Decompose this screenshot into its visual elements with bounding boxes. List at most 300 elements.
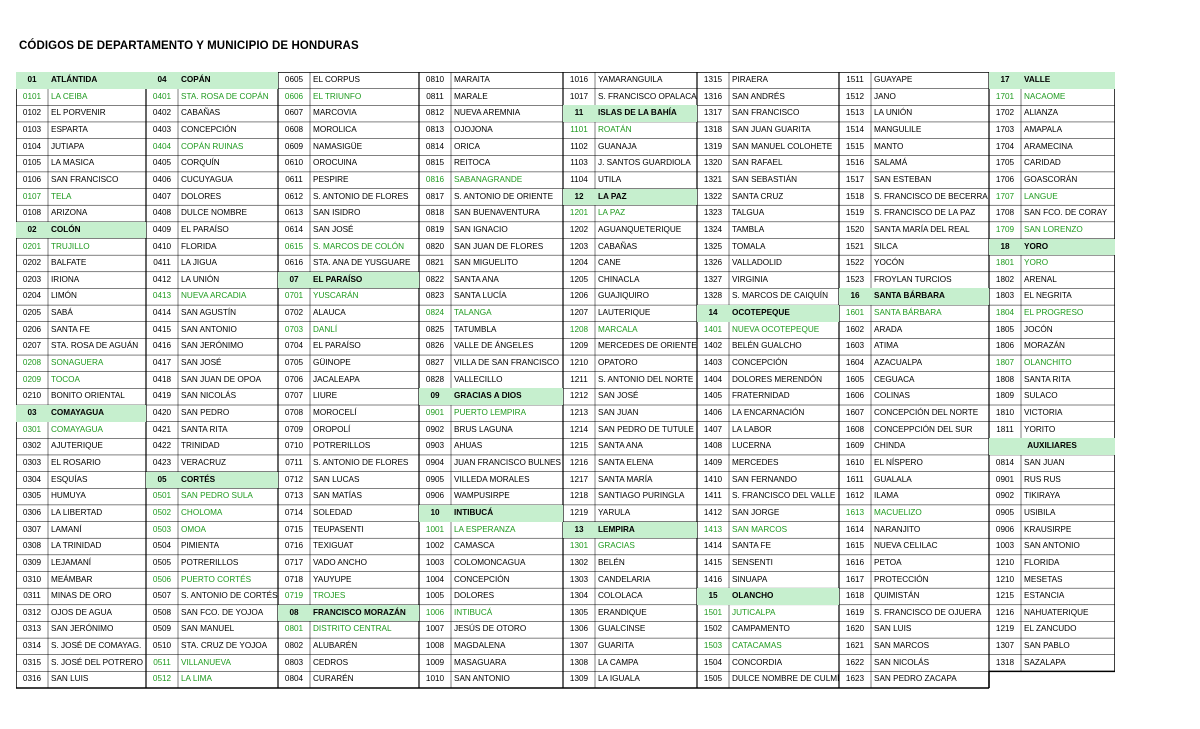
municipality-code: 0315 xyxy=(22,657,42,667)
municipality-code: 1520 xyxy=(845,224,865,234)
municipality-name: SABÁ xyxy=(51,308,73,318)
municipality-name: ALAUCA xyxy=(313,308,346,318)
municipality-code: 0301 xyxy=(22,424,42,434)
municipality-code: 1210 xyxy=(995,557,1015,567)
municipality-code: 0713 xyxy=(284,491,304,501)
municipality-code: 0503 xyxy=(152,524,172,534)
municipality-name: CORQUÍN xyxy=(181,158,220,168)
municipality-name: VILLANUEVA xyxy=(181,657,231,667)
municipality-code: 0610 xyxy=(284,158,304,168)
municipality-code: 1513 xyxy=(845,108,865,118)
municipality-name: NUEVA CELILAC xyxy=(874,541,938,551)
municipality-code: 0819 xyxy=(425,224,445,234)
municipality-code: 0405 xyxy=(152,158,172,168)
municipality-name: LA LIMA xyxy=(181,674,212,684)
municipality-name: PROTECCIÓN xyxy=(874,574,929,584)
municipality-name: EL PARAÍSO xyxy=(313,341,361,351)
municipality-name: SANTA MARÍA DEL REAL xyxy=(874,224,970,234)
municipality-code: 0107 xyxy=(22,191,42,201)
municipality-code-table xyxy=(16,72,1115,690)
municipality-code: 0414 xyxy=(152,308,172,318)
department-code: 13 xyxy=(563,522,595,539)
department-code: 17 xyxy=(989,72,1021,89)
section-header-auxiliares: AUXILIARES xyxy=(989,438,1115,455)
municipality-code: 0821 xyxy=(425,258,445,268)
municipality-code: 1316 xyxy=(703,91,723,101)
municipality-name: PETOA xyxy=(874,557,902,567)
department-code: 04 xyxy=(146,72,178,89)
municipality-name: LA UNIÓN xyxy=(181,274,220,284)
municipality-name: SAN JUAN GUARITA xyxy=(732,124,811,134)
municipality-code: 0407 xyxy=(152,191,172,201)
municipality-name: VADO ANCHO xyxy=(313,557,367,567)
municipality-code: 0901 xyxy=(425,408,445,417)
municipality-code: 1219 xyxy=(995,624,1015,634)
municipality-code: 1206 xyxy=(569,291,589,301)
municipality-name: COPÁN RUINAS xyxy=(181,141,244,151)
municipality-code: 1207 xyxy=(569,308,589,318)
municipality-code: 0108 xyxy=(22,208,42,218)
municipality-code: 0817 xyxy=(425,191,445,201)
municipality-name: TELA xyxy=(51,191,72,201)
municipality-name: ESTANCIA xyxy=(1024,591,1065,601)
department-code: 10 xyxy=(419,505,451,522)
municipality-code: 1521 xyxy=(845,241,865,251)
municipality-code: 0201 xyxy=(22,241,42,251)
municipality-code: 0801 xyxy=(284,624,304,634)
municipality-code: 0304 xyxy=(22,474,42,484)
municipality-code: 1617 xyxy=(845,574,865,584)
municipality-code: 0616 xyxy=(284,258,304,268)
municipality-code: 1003 xyxy=(995,541,1015,551)
department-code: 01 xyxy=(16,72,48,89)
municipality-name: LA PAZ xyxy=(598,208,626,218)
municipality-code: 0303 xyxy=(22,457,42,467)
municipality-code: 1519 xyxy=(845,208,865,218)
municipality-name: PIRAERA xyxy=(732,75,768,84)
municipality-code: 0822 xyxy=(425,274,445,284)
municipality-code: 1801 xyxy=(995,258,1015,268)
municipality-name: SILCA xyxy=(874,241,898,251)
municipality-name: ARIZONA xyxy=(51,208,88,218)
municipality-name: MARCOVIA xyxy=(313,108,357,118)
municipality-code: 1523 xyxy=(845,274,865,284)
municipality-name: SANTA ELENA xyxy=(598,457,654,467)
municipality-code: 0903 xyxy=(425,441,445,451)
municipality-name: COLOMONCAGUA xyxy=(454,557,526,567)
municipality-name: TRUJILLO xyxy=(51,241,90,251)
municipality-name: YORITO xyxy=(1024,424,1056,434)
municipality-name: USIBILA xyxy=(1024,507,1056,517)
municipality-name: AMAPALA xyxy=(1024,124,1063,134)
municipality-name: ORICA xyxy=(454,141,480,151)
municipality-name: MINAS DE ORO xyxy=(51,591,112,601)
municipality-code: 0906 xyxy=(425,491,445,501)
municipality-code: 1614 xyxy=(845,524,865,534)
municipality-name: VICTORIA xyxy=(1024,408,1063,417)
municipality-name: GUANAJA xyxy=(598,141,637,151)
municipality-code: 1707 xyxy=(995,191,1015,201)
municipality-name: SAN JUAN DE OPOA xyxy=(181,374,262,384)
municipality-name: S. ANTONIO DE FLORES xyxy=(313,191,409,201)
municipality-code: 1608 xyxy=(845,424,865,434)
municipality-code: 1008 xyxy=(425,641,445,651)
municipality-name: BALFATE xyxy=(51,258,87,268)
municipality-name: LA LIBERTAD xyxy=(51,507,103,517)
municipality-code: 1622 xyxy=(845,657,865,667)
municipality-name: SENSENTI xyxy=(732,557,773,567)
municipality-code: 0709 xyxy=(284,424,304,434)
municipality-code: 1504 xyxy=(703,657,723,667)
municipality-name: SAN IGNACIO xyxy=(454,224,508,234)
municipality-name: CONCEPCIÓN xyxy=(732,358,788,368)
municipality-name: SANTA RITA xyxy=(181,424,228,434)
municipality-name: CONCEPPCIÓN DEL SUR xyxy=(874,424,973,434)
municipality-code: 0702 xyxy=(284,308,304,318)
municipality-name: PESPIRE xyxy=(313,174,349,184)
municipality-name: DISTRITO CENTRAL xyxy=(313,624,392,634)
municipality-name: VALLECILLO xyxy=(454,374,503,384)
municipality-name: ESPARTA xyxy=(51,124,88,134)
municipality-code: 1303 xyxy=(569,574,589,584)
municipality-name: NACAOME xyxy=(1024,91,1066,101)
municipality-name: SOLEDAD xyxy=(313,507,353,517)
municipality-name: SAN FRANCISCO xyxy=(732,108,800,118)
municipality-name: CABAÑAS xyxy=(181,108,221,118)
municipality-name: CUCUYAGUA xyxy=(181,174,233,184)
municipality-name: TEXIGUAT xyxy=(313,541,354,551)
municipality-name: VALLADOLID xyxy=(732,258,782,268)
municipality-name: MERCEDES xyxy=(732,457,779,467)
department-name: FRANCISCO MORAZÁN xyxy=(310,605,419,622)
municipality-name: ALIANZA xyxy=(1024,108,1059,118)
municipality-code: 1308 xyxy=(569,657,589,667)
municipality-name: SAN FRANCISCO xyxy=(51,174,119,184)
municipality-code: 0804 xyxy=(284,674,304,684)
municipality-name: S. FRANCISCO DE OJUERA xyxy=(874,607,982,617)
municipality-name: FROYLAN TURCIOS xyxy=(874,274,952,284)
municipality-code: 1328 xyxy=(703,291,723,301)
municipality-name: WAMPUSIRPE xyxy=(454,491,510,501)
municipality-code: 0609 xyxy=(284,141,304,151)
municipality-code: 1321 xyxy=(703,174,723,184)
department-name: VALLE xyxy=(1021,72,1115,89)
municipality-name: SAN FCO. DE CORAY xyxy=(1024,208,1108,218)
municipality-code: 1406 xyxy=(703,408,723,417)
municipality-code: 1103 xyxy=(570,158,588,168)
municipality-name: TROJES xyxy=(313,591,346,601)
department-name: ISLAS DE LA BAHÍA xyxy=(595,105,697,122)
municipality-name: CAMPAMENTO xyxy=(732,624,790,634)
municipality-code: 0701 xyxy=(284,291,304,301)
municipality-name: ARAMECINA xyxy=(1024,141,1073,151)
municipality-code: 1322 xyxy=(703,191,723,201)
municipality-code: 0816 xyxy=(425,174,445,184)
municipality-code: 1806 xyxy=(995,341,1015,351)
municipality-code: 0510 xyxy=(152,641,172,651)
municipality-name: AJUTERIQUE xyxy=(51,441,103,451)
municipality-code: 0403 xyxy=(152,124,172,134)
municipality-code: 0307 xyxy=(22,524,42,534)
municipality-code: 1804 xyxy=(995,308,1015,318)
municipality-name: YORO xyxy=(1024,258,1049,268)
municipality-code: 0906 xyxy=(995,524,1015,534)
municipality-code: 0710 xyxy=(284,441,304,451)
municipality-code: 0708 xyxy=(284,408,304,417)
municipality-name: MEÁMBAR xyxy=(51,574,93,584)
municipality-name: OJOS DE AGUA xyxy=(51,607,112,617)
municipality-name: STA. CRUZ DE YOJOA xyxy=(181,641,268,651)
municipality-code: 1325 xyxy=(703,241,723,251)
municipality-name: EL PARAÍSO xyxy=(181,224,229,234)
department-name: CORTÉS xyxy=(178,472,278,489)
municipality-name: REITOCA xyxy=(454,158,491,168)
municipality-name: DOLORES xyxy=(181,191,222,201)
municipality-code: 1802 xyxy=(995,274,1015,284)
municipality-name: LUCERNA xyxy=(732,441,772,451)
municipality-name: OPATORO xyxy=(598,358,638,368)
municipality-code: 1309 xyxy=(569,674,589,684)
department-name: SANTA BÁRBARA xyxy=(871,288,989,305)
municipality-code: 1326 xyxy=(703,258,723,268)
municipality-code: 0102 xyxy=(22,108,42,118)
municipality-name: CHINACLA xyxy=(598,274,640,284)
department-name: LA PAZ xyxy=(595,189,697,206)
municipality-code: 0905 xyxy=(995,507,1015,517)
municipality-name: SAN PABLO xyxy=(1024,641,1070,651)
municipality-name: SALAMÁ xyxy=(874,158,908,168)
municipality-code: 1621 xyxy=(845,641,865,651)
municipality-name: NUEVA AREMNIA xyxy=(454,108,521,118)
municipality-name: TEUPASENTI xyxy=(313,524,364,534)
municipality-code: 0818 xyxy=(425,208,445,218)
municipality-code: 0711 xyxy=(285,457,303,467)
municipality-code: 0415 xyxy=(152,324,172,334)
municipality-code: 1601 xyxy=(845,308,865,318)
municipality-code: 0105 xyxy=(22,158,42,168)
municipality-name: ERANDIQUE xyxy=(598,607,647,617)
municipality-code: 0614 xyxy=(284,224,304,234)
municipality-name: SAN JERÓNIMO xyxy=(51,624,114,634)
municipality-name: JANO xyxy=(874,91,896,101)
municipality-name: LANGUE xyxy=(1024,191,1058,201)
municipality-code: 1613 xyxy=(845,507,865,517)
municipality-code: 1515 xyxy=(845,141,865,151)
municipality-code: 1502 xyxy=(703,624,723,634)
municipality-name: SAN MARCOS xyxy=(874,641,930,651)
municipality-code: 0608 xyxy=(284,124,304,134)
municipality-name: YAMARANGUILA xyxy=(598,75,663,84)
municipality-name: SAN JORGE xyxy=(732,507,780,517)
municipality-name: VILLEDA MORALES xyxy=(454,474,530,484)
municipality-code: 1511 xyxy=(846,75,864,84)
municipality-code: 0705 xyxy=(284,358,304,368)
municipality-name: SAN MANUEL COLOHETE xyxy=(732,141,833,151)
municipality-code: 0422 xyxy=(152,441,172,451)
municipality-name: SANTA LUCÍA xyxy=(454,291,507,301)
municipality-name: BONITO ORIENTAL xyxy=(51,391,125,401)
municipality-code: 1323 xyxy=(703,208,723,218)
municipality-code: 1304 xyxy=(569,591,589,601)
municipality-name: MASAGUARA xyxy=(454,657,507,667)
municipality-name: TALANGA xyxy=(454,308,492,318)
municipality-name: S. FRANCISCO OPALACA xyxy=(598,91,697,101)
municipality-code: 0902 xyxy=(425,424,445,434)
municipality-name: SAN JUAN xyxy=(598,408,639,417)
municipality-name: TOCOA xyxy=(51,374,80,384)
municipality-code: 1709 xyxy=(995,224,1015,234)
municipality-name: EL ZANCUDO xyxy=(1024,624,1077,634)
municipality-name: AZACUALPA xyxy=(874,358,923,368)
municipality-name: CONCEPCIÓN xyxy=(454,574,510,584)
municipality-code: 1810 xyxy=(995,408,1015,417)
municipality-code: 1607 xyxy=(845,408,865,417)
municipality-name: STA. ROSA DE AGUÁN xyxy=(51,341,139,351)
municipality-name: LIURE xyxy=(313,391,338,401)
municipality-code: 0508 xyxy=(152,607,172,617)
municipality-name: S. MARCOS DE CAIQUÍN xyxy=(732,291,828,301)
municipality-name: DOLORES xyxy=(454,591,495,601)
municipality-code: 1606 xyxy=(845,391,865,401)
municipality-name: SAN JUAN DE FLORES xyxy=(454,241,544,251)
municipality-name: MANTO xyxy=(874,141,904,151)
department-name: GRACIAS A DIOS xyxy=(451,388,563,405)
municipality-code: 1007 xyxy=(425,624,445,634)
municipality-name: EL PROGRESO xyxy=(1024,308,1084,318)
municipality-code: 1706 xyxy=(995,174,1015,184)
municipality-name: STA. ANA DE YUSGUARE xyxy=(313,258,411,268)
municipality-name: SAN ANTONIO xyxy=(181,324,237,334)
municipality-code: 0814 xyxy=(995,457,1015,467)
municipality-name: YUSCARÁN xyxy=(313,291,359,301)
municipality-name: SAN ANTONIO xyxy=(454,674,510,684)
municipality-name: SAN MANUEL xyxy=(181,624,235,634)
municipality-code: 0302 xyxy=(22,441,42,451)
municipality-name: EL ROSARIO xyxy=(51,457,101,467)
municipality-name: JUAN FRANCISCO BULNES xyxy=(454,457,561,467)
municipality-code: 1616 xyxy=(845,557,865,567)
municipality-name: LIMÓN xyxy=(51,291,77,301)
municipality-name: DULCE NOMBRE xyxy=(181,208,247,218)
municipality-code: 0421 xyxy=(152,424,172,434)
municipality-name: CONCORDIA xyxy=(732,657,783,667)
municipality-name: FLORIDA xyxy=(181,241,217,251)
municipality-name: SAN AGUSTÍN xyxy=(181,308,237,318)
municipality-code: 1208 xyxy=(569,324,589,334)
department-code: 05 xyxy=(146,472,178,489)
municipality-code: 0401 xyxy=(152,91,172,101)
municipality-code: 0406 xyxy=(152,174,172,184)
municipality-code: 1315 xyxy=(703,75,723,84)
municipality-name: SANTA ANA xyxy=(598,441,643,451)
municipality-code: 0417 xyxy=(152,358,172,368)
municipality-name: YOCÓN xyxy=(874,258,905,268)
municipality-name: AHUAS xyxy=(454,441,483,451)
municipality-name: LA MASICA xyxy=(51,158,95,168)
municipality-code: 0103 xyxy=(22,124,42,134)
municipality-name: TRINIDAD xyxy=(181,441,220,451)
municipality-code: 1307 xyxy=(569,641,589,651)
department-code: 11 xyxy=(563,105,595,122)
municipality-name: CANE xyxy=(598,258,621,268)
municipality-name: JUTIAPA xyxy=(51,141,85,151)
municipality-name: EL TRIUNFO xyxy=(313,91,362,101)
municipality-name: SAN NICOLÁS xyxy=(874,657,930,667)
municipality-name: UTILA xyxy=(598,174,622,184)
municipality-code: 0823 xyxy=(425,291,445,301)
municipality-code: 1516 xyxy=(845,158,865,168)
municipality-name: LA UNIÓN xyxy=(874,108,913,118)
municipality-code: 0410 xyxy=(152,241,172,251)
municipality-name: SAN LUIS xyxy=(51,674,89,684)
municipality-code: 0420 xyxy=(152,408,172,417)
municipality-name: TATUMBLA xyxy=(454,324,497,334)
municipality-code: 1317 xyxy=(703,108,723,118)
municipality-code: 0306 xyxy=(22,507,42,517)
municipality-name: LA CAMPA xyxy=(598,657,639,667)
municipality-code: 0505 xyxy=(152,557,172,567)
municipality-code: 0718 xyxy=(284,574,304,584)
municipality-name: SAN PEDRO DE TUTULE xyxy=(598,424,694,434)
municipality-name: ALUBARÉN xyxy=(313,641,358,651)
municipality-code: 1306 xyxy=(569,624,589,634)
municipality-code: 1413 xyxy=(703,524,723,534)
municipality-code: 0902 xyxy=(995,491,1015,501)
department-code: 16 xyxy=(839,288,871,305)
municipality-name: MORAZÁN xyxy=(1024,341,1065,351)
municipality-name: MANGULILE xyxy=(874,124,922,134)
page-title: CÓDIGOS DE DEPARTAMENTO Y MUNICIPIO DE HONDURAS xyxy=(19,40,359,52)
municipality-code: 0512 xyxy=(152,674,172,684)
municipality-code: 1811 xyxy=(996,424,1014,434)
municipality-name: CARIDAD xyxy=(1024,158,1061,168)
municipality-name: EL NEGRITA xyxy=(1024,291,1072,301)
municipality-code: 1708 xyxy=(995,208,1015,218)
municipality-name: DOLORES MERENDÓN xyxy=(732,374,823,384)
municipality-code: 1703 xyxy=(995,124,1015,134)
municipality-code: 0509 xyxy=(152,624,172,634)
municipality-name: TIKIRAYA xyxy=(1024,491,1061,501)
municipality-name: SAN RAFAEL xyxy=(732,158,783,168)
municipality-code: 1010 xyxy=(425,674,445,684)
municipality-name: S. FRANCISCO DE LA PAZ xyxy=(874,208,976,218)
municipality-code: 1408 xyxy=(703,441,723,451)
municipality-code: 1620 xyxy=(845,624,865,634)
municipality-name: RUS RUS xyxy=(1024,474,1061,484)
municipality-code: 0820 xyxy=(425,241,445,251)
municipality-code: 0716 xyxy=(284,541,304,551)
municipality-code: 0409 xyxy=(152,224,172,234)
municipality-name: BRUS LAGUNA xyxy=(454,424,513,434)
municipality-code: 0826 xyxy=(425,341,445,351)
municipality-code: 1416 xyxy=(703,574,723,584)
municipality-code: 1219 xyxy=(569,507,589,517)
municipality-name: MARCALA xyxy=(598,324,638,334)
municipality-name: CURARÉN xyxy=(313,674,354,684)
municipality-name: LA ENCARNACIÓN xyxy=(732,408,805,417)
municipality-name: S. ANTONIO DEL NORTE xyxy=(598,374,694,384)
municipality-name: NUEVA OCOTEPEQUE xyxy=(732,324,820,334)
municipality-name: SAN PEDRO SULA xyxy=(181,491,253,501)
municipality-code: 1017 xyxy=(569,91,589,101)
municipality-name: OLANCHITO xyxy=(1024,358,1072,368)
municipality-code: 1501 xyxy=(703,607,723,617)
municipality-code: 0615 xyxy=(284,241,304,251)
municipality-name: EL PORVENIR xyxy=(51,108,106,118)
municipality-code: 0904 xyxy=(425,457,445,467)
municipality-code: 0204 xyxy=(22,291,42,301)
municipality-code: 1612 xyxy=(845,491,865,501)
